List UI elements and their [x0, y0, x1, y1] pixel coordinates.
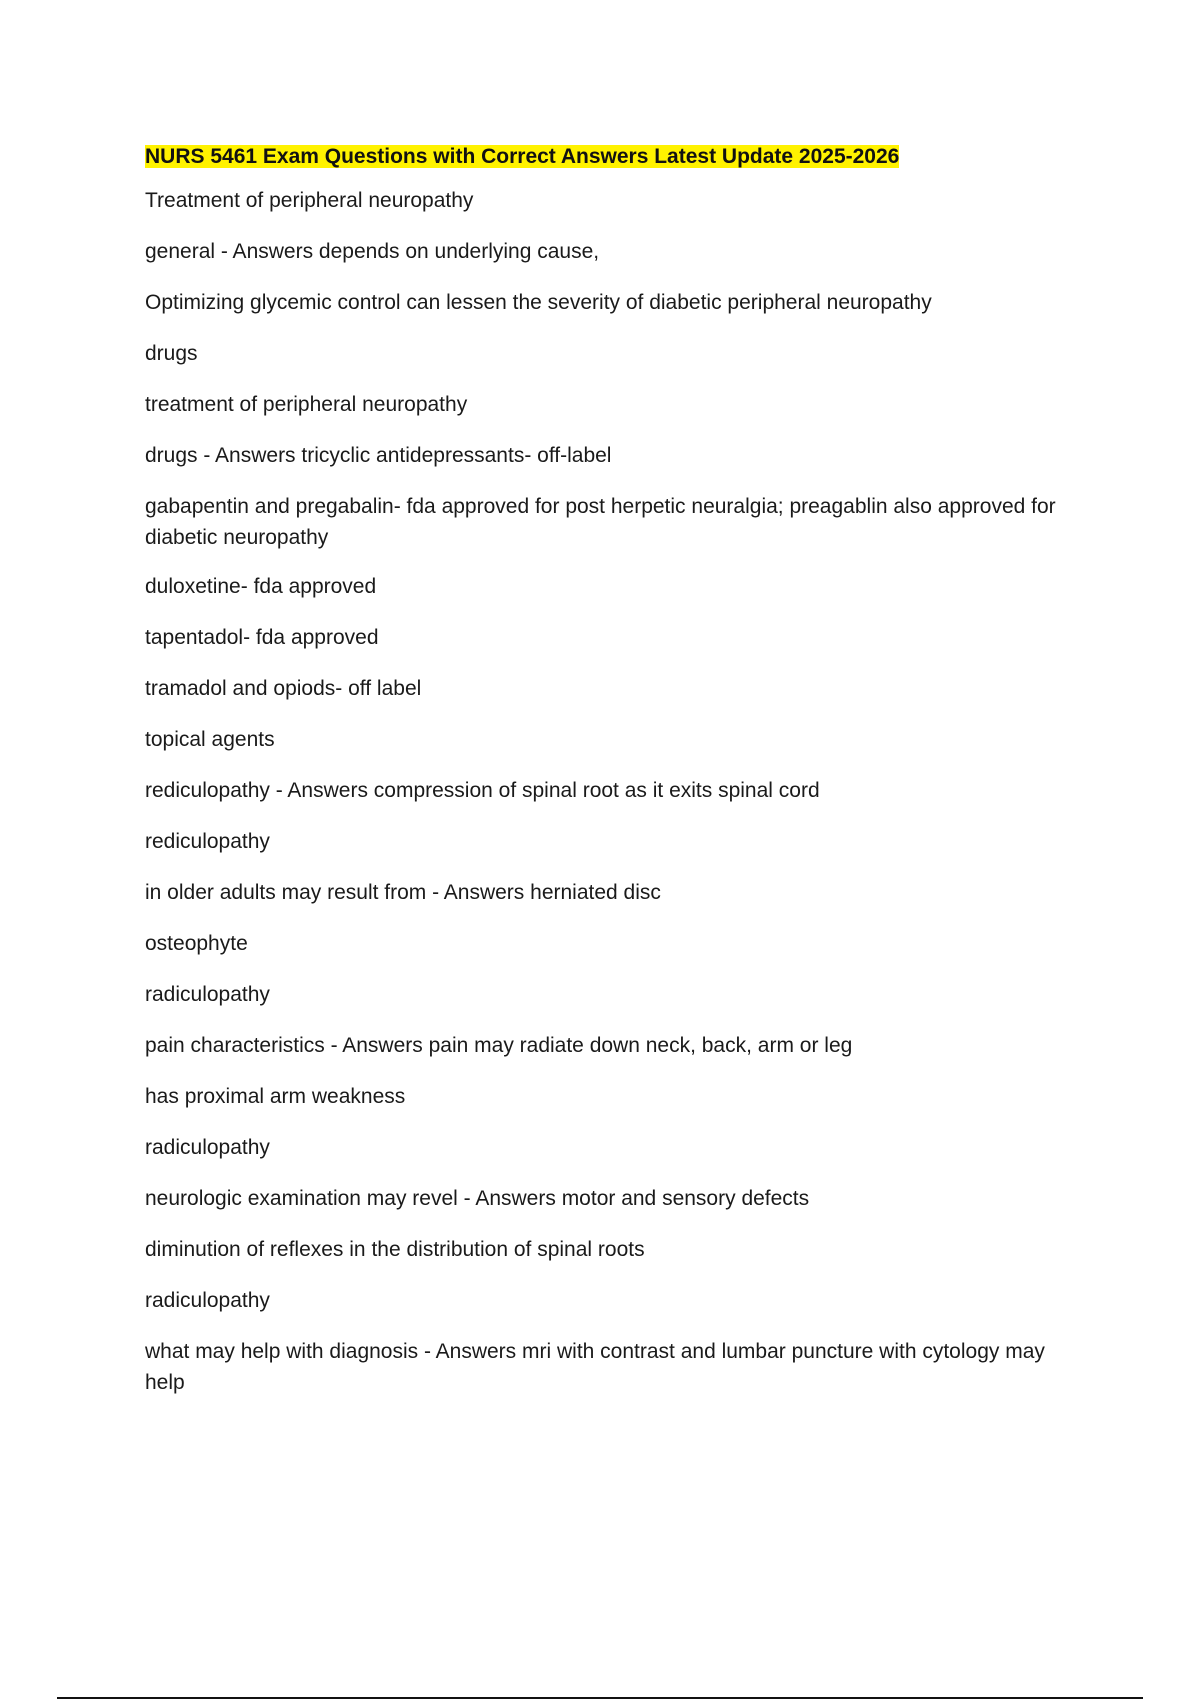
text-line: neurologic examination may revel - Answers motor and sensory defects [145, 1187, 810, 1210]
text-line: rediculopathy - Answers compression of spinal root as it exits spinal cord [145, 779, 820, 802]
text-line: gabapentin and pregabalin- fda approved for post herpetic neuralgia; preagablin also approved for diabetic neuropathy [145, 495, 1056, 549]
text-line: pain characteristics - Answers pain may radiate down neck, back, arm or leg [145, 1034, 853, 1057]
text-line: radiculopathy [145, 1136, 270, 1159]
text-line: has proximal arm weakness [145, 1085, 406, 1108]
text-line: in older adults may result from - Answers herniated disc [145, 881, 661, 904]
text-line: drugs [145, 342, 198, 365]
text-line: duloxetine- fda approved [145, 575, 377, 598]
text-line: osteophyte [145, 932, 248, 955]
text-line: rediculopathy [145, 830, 270, 853]
document-content [145, 143, 1085, 1416]
text-line: treatment of peripheral neuropathy [145, 393, 468, 416]
text-line: diminution of reflexes in the distribution of spinal roots [145, 1238, 645, 1261]
text-line: radiculopathy [145, 983, 270, 1006]
document-title: NURS 5461 Exam Questions with Correct Answers Latest Update 2025-2026 [145, 145, 900, 168]
text-line: tramadol and opiods- off label [145, 677, 422, 700]
text-line: Optimizing glycemic control can lessen the severity of diabetic peripheral neuropathy [145, 291, 932, 314]
footer-divider [57, 1697, 1143, 1699]
title-block [145, 143, 1085, 171]
text-line: radiculopathy [145, 1289, 270, 1312]
text-line: what may help with diagnosis - Answers mri with contrast and lumbar puncture with cytology may help [145, 1340, 1045, 1394]
text-line: Treatment of peripheral neuropathy [145, 189, 474, 212]
text-line: tapentadol- fda approved [145, 626, 379, 649]
text-line: drugs - Answers tricyclic antidepressants- off-label [145, 444, 612, 467]
text-line: topical agents [145, 728, 275, 751]
text-line: general - Answers depends on underlying cause, [145, 240, 600, 263]
